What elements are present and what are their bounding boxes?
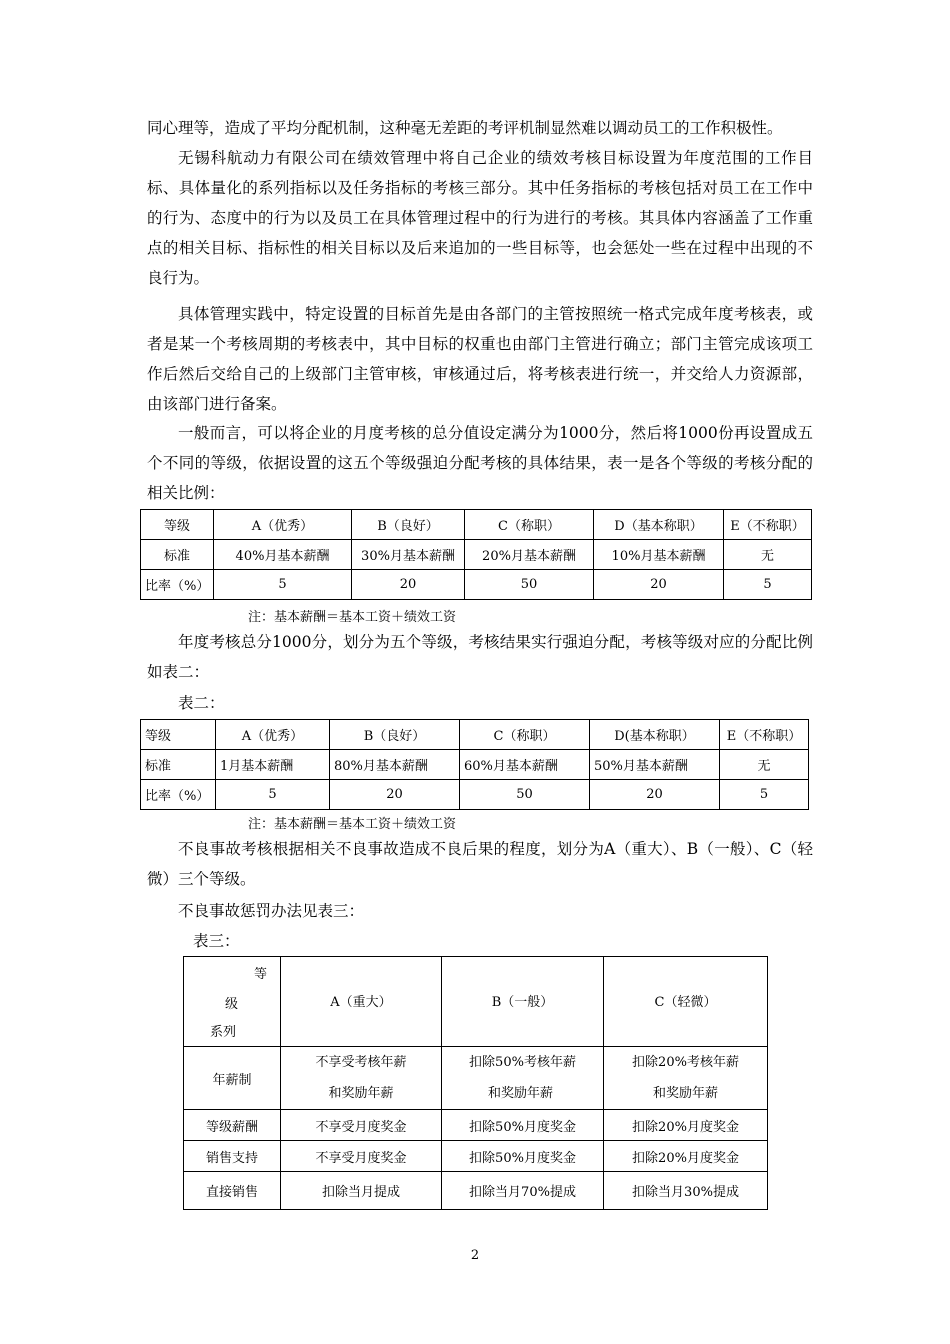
table-3-row [184, 1172, 768, 1210]
table-1-cell: 10%月基本薪酬 [594, 540, 724, 570]
table-2-cell: E（不称职） [720, 720, 809, 750]
table-1-cell: 20 [352, 570, 465, 600]
paragraph-6: 不良事故考核根据相关不良事故造成不良后果的程度，划分为A（重大）、B（一般）、C（轻微）三个等级。 [147, 840, 813, 888]
table-3-cell-line: 和奖励年薪 [328, 1086, 394, 1101]
table-2-cell: 60%月基本薪酬 [460, 750, 590, 780]
table-2-cell: C（称职） [460, 720, 590, 750]
corner-label-grade-2: 级 [225, 997, 239, 1012]
table-3-row [184, 1141, 768, 1172]
table-2-cell: 标准 [141, 750, 216, 780]
table-1-cell: 5 [214, 570, 352, 600]
table-1 [140, 509, 812, 600]
table-3-cell [604, 1047, 768, 1110]
table-2-cell: 20 [590, 780, 720, 810]
table-2 [140, 719, 809, 810]
table-1-cell: 无 [724, 540, 812, 570]
table-3-row [184, 1047, 768, 1110]
table-1-cell: 30%月基本薪酬 [352, 540, 465, 570]
paragraph-2: 具体管理实践中，特定设置的目标首先是由各部门的主管按照统一格式完成年度考核表，或者是某一个考核周期的考核表中，其中目标的权重也由部门主管进行确立；部门主管完成该项工作后然后交给自己的上级部门主管审核，审核通过后，将考核表进行统一，并交给人力资源部，由该部门进行备案。 [147, 305, 813, 413]
table-2-cell: 50%月基本薪酬 [590, 750, 720, 780]
table-3-row [184, 1110, 768, 1141]
table-3-cell: 不享受月度奖金 [281, 1110, 442, 1141]
table-1-cell: D（基本称职） [594, 510, 724, 540]
table-3-cell-line: 不享受考核年薪 [315, 1055, 407, 1070]
table-3-header-row [184, 957, 768, 1047]
table-3-header-b: B（一般） [442, 957, 604, 1047]
table-1-cell: 比率（%） [141, 570, 214, 600]
table-3-cell: 扣除50%月度奖金 [442, 1110, 604, 1141]
corner-label-grade: 等 [254, 967, 268, 982]
table-1-cell: 20 [594, 570, 724, 600]
table-2-cell: A（优秀） [216, 720, 330, 750]
table-3-cell-line: 和奖励年薪 [652, 1086, 718, 1101]
table-3-corner-cell [184, 957, 281, 1047]
table-3-cell: 扣除当月提成 [281, 1172, 442, 1210]
table-3-header-a: A（重大） [281, 957, 442, 1047]
table-3-cell: 不享受月度奖金 [281, 1141, 442, 1172]
table-2-cell: 无 [720, 750, 809, 780]
table-3-label: 表三： [193, 932, 240, 950]
table-2-cell: 50 [460, 780, 590, 810]
table-3-cell-line: 和奖励年薪 [488, 1086, 554, 1101]
table-1-note: 注：基本薪酬＝基本工资＋绩效工资 [248, 610, 457, 625]
table-2-note: 注：基本薪酬＝基本工资＋绩效工资 [248, 817, 457, 832]
table-3-row-name: 销售支持 [184, 1141, 281, 1172]
table-3-cell: 扣除20%月度奖金 [604, 1141, 768, 1172]
table-3-row-name: 年薪制 [184, 1047, 281, 1110]
table-3-header-c: C（轻微） [604, 957, 768, 1047]
table-1-cell: C（称职） [465, 510, 594, 540]
page-number: 2 [470, 1248, 480, 1263]
table-3-cell: 扣除50%月度奖金 [442, 1141, 604, 1172]
table-2-cell: 80%月基本薪酬 [330, 750, 460, 780]
paragraph-3: 一般而言，可以将企业的月度考核的总分值设定满分为1000分，然后将1000份再设置成五个不同的等级，依据设置的这五个等级强迫分配考核的具体结果，表一是各个等级的考核分配的相关比例： [147, 424, 813, 502]
table-2-cell: B（良好） [330, 720, 460, 750]
table-1-row [141, 570, 812, 600]
table-3-cell: 扣除20%月度奖金 [604, 1110, 768, 1141]
table-1-row [141, 510, 812, 540]
table-2-cell: 1月基本薪酬 [216, 750, 330, 780]
table-1-row [141, 540, 812, 570]
table-3-cell-line: 扣除20%考核年薪 [632, 1055, 739, 1070]
table-2-row [141, 720, 809, 750]
table-3-cell-line: 扣除50%考核年薪 [469, 1055, 576, 1070]
table-2-cell: 等级 [141, 720, 216, 750]
table-1-cell: 5 [724, 570, 812, 600]
table-1-cell: 50 [465, 570, 594, 600]
table-2-cell: 20 [330, 780, 460, 810]
table-1-cell: A（优秀） [214, 510, 352, 540]
table-3 [183, 956, 768, 1210]
corner-label-series: 系列 [210, 1025, 237, 1040]
table-3-cell: 扣除当月70%提成 [442, 1172, 604, 1210]
table-2-cell: D(基本称职） [590, 720, 720, 750]
table-3-row-name: 等级薪酬 [184, 1110, 281, 1141]
paragraph-1: 无锡科航动力有限公司在绩效管理中将自己企业的绩效考核目标设置为年度范围的工作目标、具体量化的系列指标以及任务指标的考核三部分。其中任务指标的考核包括对员工在工作中的行为、态度中的行为以及员工在具体管理过程中的行为进行的考核。其具体内容涵盖了工作重点的相关目标、指标性的相关目标以及后来追加的一些目标等，也会惩处一些在过程中出现的不良行为。 [147, 149, 813, 287]
table-2-row [141, 780, 809, 810]
table-2-label: 表二： [178, 694, 225, 712]
table-2-cell: 5 [216, 780, 330, 810]
table-1-cell: 标准 [141, 540, 214, 570]
table-2-cell: 5 [720, 780, 809, 810]
table-1-cell: E（不称职） [724, 510, 812, 540]
table-2-cell: 比率（%） [141, 780, 216, 810]
table-1-cell: B（良好） [352, 510, 465, 540]
table-2-row [141, 750, 809, 780]
paragraph-4: 年度考核总分1000分，划分为五个等级，考核结果实行强迫分配，考核等级对应的分配比例如表二： [147, 633, 813, 681]
paragraph-7: 不良事故惩罚办法见表三： [178, 902, 365, 920]
table-1-cell: 20%月基本薪酬 [465, 540, 594, 570]
table-3-row-name: 直接销售 [184, 1172, 281, 1210]
table-1-cell: 40%月基本薪酬 [214, 540, 352, 570]
paragraph-0: 同心理等，造成了平均分配机制，这种毫无差距的考评机制显然难以调动员工的工作积极性。 [147, 119, 783, 137]
table-3-cell [281, 1047, 442, 1110]
table-3-cell [442, 1047, 604, 1110]
table-3-cell: 扣除当月30%提成 [604, 1172, 768, 1210]
table-1-cell: 等级 [141, 510, 214, 540]
